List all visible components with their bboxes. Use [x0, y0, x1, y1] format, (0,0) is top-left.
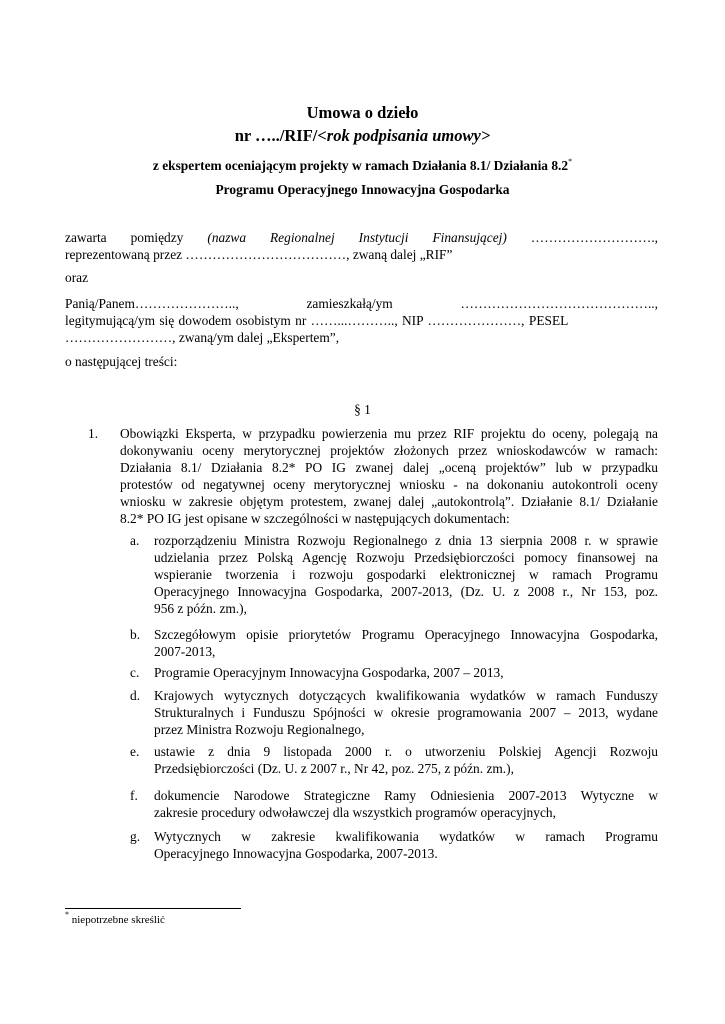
subitem-letter: b. [130, 627, 141, 642]
subitem-text [154, 828, 658, 862]
item-1-text [120, 425, 658, 527]
parties-first-party [65, 229, 658, 263]
parties-expert [65, 295, 658, 346]
subitem-letter: g. [130, 829, 141, 844]
subitem-letter: f. [130, 788, 138, 803]
subitem-line: ustawie z dnia 9 listopada 2000 r. o utworzeniu Polskiej Agencji Rozwoju [154, 744, 658, 759]
subitem-letter: e. [130, 744, 140, 759]
subitem-line: Krajowych wytycznych dotyczących kwalifikowania wydatków w ramach Funduszy [154, 688, 658, 703]
subitem-line: Programie Operacyjnym Innowacyjna Gospodarka, 2007 – 2013, [154, 665, 504, 680]
subitem-text [154, 787, 658, 821]
subitem-line: udzielania przez Polską Agencję Rozwoju Przedsiębiorczości pomocy finansowej na [154, 550, 658, 565]
institution-name-blank: ………………………., [530, 230, 659, 245]
item-line: protestów od negatywnej oceny merytorycznej wniosku - na dokonaniu autokontroli oceny [120, 477, 658, 492]
document-subtitle [0, 157, 725, 174]
subitem-text [154, 532, 658, 617]
footnote-text: niepotrzebne skreślić [69, 914, 165, 926]
subitem-letter: c. [130, 665, 140, 680]
subitem-line: Operacyjnego Innowacyjna Gospodarka, 2007-2013, (Dz. U. z 2008 r., Nr 153, poz. [154, 584, 658, 599]
footnote [65, 910, 165, 927]
contract-number [0, 126, 725, 146]
footnote-mark: * [65, 910, 69, 919]
item-line: Działania 8.1/ Działania 8.2* PO IG zwanej dalej „oceną projektów” lub w przypadku [120, 460, 658, 475]
expert-line-3: ……………………, zwaną/ym dalej „Ekspertem”, [65, 330, 340, 345]
subitem-line: 956 z późn. zm.), [154, 601, 247, 616]
item-line: 8.2* PO IG jest opisane w szczególności w następujących dokumentach: [120, 511, 510, 526]
document-title: Umowa o dzieło [306, 103, 419, 122]
expert-line-2: legitymującą/ym się dowodem osobistym nr ……...……….., NIP …………………, PESEL [65, 313, 569, 328]
closing-phrase: o następującej treści: [65, 354, 178, 369]
footnote-divider [65, 908, 241, 909]
subitem-text [154, 626, 658, 660]
program-name: Programu Operacyjnego Innowacyjna Gospodarka [215, 182, 510, 197]
institution-name-placeholder: (nazwa Regionalnej Instytucji Finansującej) [207, 230, 507, 245]
item-line: dokonywaniu oceny merytorycznej projektów złożonych przez wnioskodawców w ramach: [120, 443, 658, 458]
subitem-line: zakresie procedury odwoławczej dla wszystkich programów operacyjnych, [154, 805, 556, 820]
subitem-text [154, 687, 658, 738]
subitem-line: Strukturalnych i Funduszu Spójności w okresie programowania 2007 – 2013, wydane [154, 705, 658, 720]
subitem-text [154, 743, 658, 777]
subitem-line: Wytycznych w zakresie kwalifikowania wydatków w ramach Programu [154, 829, 658, 844]
subitem-line: Przedsiębiorczości (Dz. U. z 2007 r., Nr 42, poz. 275, z późn. zm.), [154, 761, 514, 776]
subitem-line: dokumencie Narodowe Strategiczne Ramy Odniesienia 2007-2013 Wytyczne w [154, 788, 658, 803]
subtitle-text: z ekspertem oceniającym projekty w ramach Działania 8.1/ Działania 8.2 [152, 158, 569, 173]
subitem-line: Szczegółowym opisie priorytetów Programu Operacyjnego Innowacyjna Gospodarka, [154, 627, 658, 642]
subitem-line: rozporządzeniu Ministra Rozwoju Regionalnego z dnia 13 sierpnia 2008 r. w sprawie [154, 533, 658, 548]
section-heading: § 1 [354, 402, 371, 417]
contract-number-year: <rok podpisania umowy> [317, 126, 491, 145]
subitem-letter: a. [130, 533, 140, 548]
subitem-line: wspieranie tworzenia i rozwoju gospodarki elektronicznej w ramach Programu [154, 567, 658, 582]
subitem-line: 2007-2013, [154, 644, 216, 659]
expert-residence-label: zamieszkałą/ym [306, 296, 393, 311]
expert-name-blank: Panią/Panem………………….., [65, 296, 239, 311]
subitem-line: Operacyjnego Innowacyjna Gospodarka, 2007-2013. [154, 846, 438, 861]
footnote-reference: * [568, 157, 573, 166]
item-line: Obowiązki Eksperta, w przypadku powierzenia mu przez RIF projektu do oceny, polegają na [120, 426, 658, 441]
party-line-2: reprezentowaną przez ………………………………, zwaną dalej „RIF” [65, 247, 453, 262]
expert-residence-blank: …………………………………….., [460, 296, 658, 311]
item-line: wniosku w zakresie objętym protestem, zwanej dalej „autokontrolą”. Działanie 8.1/ Działanie [120, 494, 658, 509]
subitem-text [154, 664, 658, 681]
party-line-1 [65, 229, 658, 246]
contract-number-prefix: nr …../RIF/ [234, 126, 318, 145]
party-line-1-start: zawarta pomiędzy [65, 230, 184, 245]
subitem-letter: d. [130, 688, 141, 703]
parties-and: oraz [65, 270, 89, 285]
subitem-line: przez Ministra Rozwoju Regionalnego, [154, 722, 365, 737]
item-number: 1. [88, 426, 99, 441]
expert-line-1 [65, 295, 658, 312]
